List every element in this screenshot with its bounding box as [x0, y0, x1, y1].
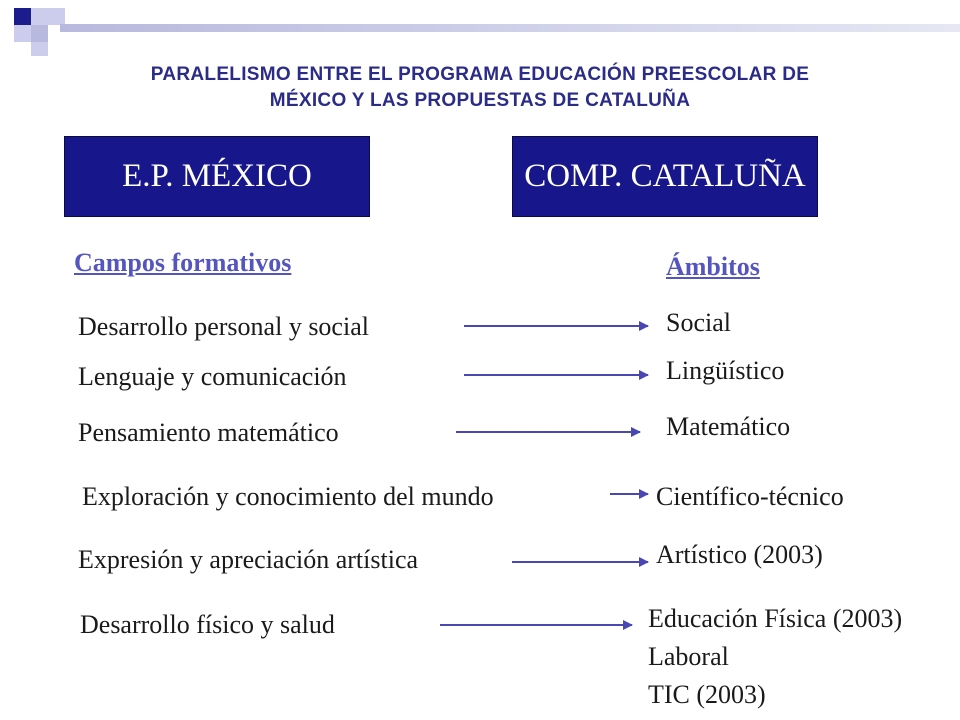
title-line-2: MÉXICO Y LAS PROPUESTAS DE CATALUÑA	[269, 90, 691, 111]
ambito-item-extra: TIC (2003)	[648, 680, 766, 709]
campo-item: Pensamiento matemático	[78, 418, 339, 447]
ambito-item-extra: Laboral	[648, 642, 729, 671]
mexico-box: E.P. MÉXICO	[64, 136, 370, 217]
campo-item: Expresión y apreciación artística	[78, 545, 419, 574]
ambito-item: Matemático	[666, 412, 791, 441]
ambito-item: Científico-técnico	[656, 482, 844, 511]
catalonia-box: COMP. CATALUÑA	[512, 136, 818, 217]
campo-item: Exploración y conocimiento del mundo	[82, 482, 494, 511]
ambito-item: Artístico (2003)	[656, 540, 823, 569]
campo-item: Desarrollo personal y social	[78, 312, 369, 341]
ambito-item: Lingüístico	[666, 356, 785, 385]
ambito-item: Social	[666, 308, 731, 337]
heading-ambitos: Ámbitos	[666, 252, 760, 281]
campo-item: Desarrollo físico y salud	[80, 610, 335, 639]
heading-campos-formativos: Campos formativos	[74, 248, 292, 277]
title-line-1: PARALELISMO ENTRE EL PROGRAMA EDUCACIÓN PREESCOLAR DE	[150, 64, 810, 85]
campo-item: Lenguaje y comunicación	[78, 362, 347, 391]
ambito-item: Educación Física (2003)	[648, 604, 903, 633]
